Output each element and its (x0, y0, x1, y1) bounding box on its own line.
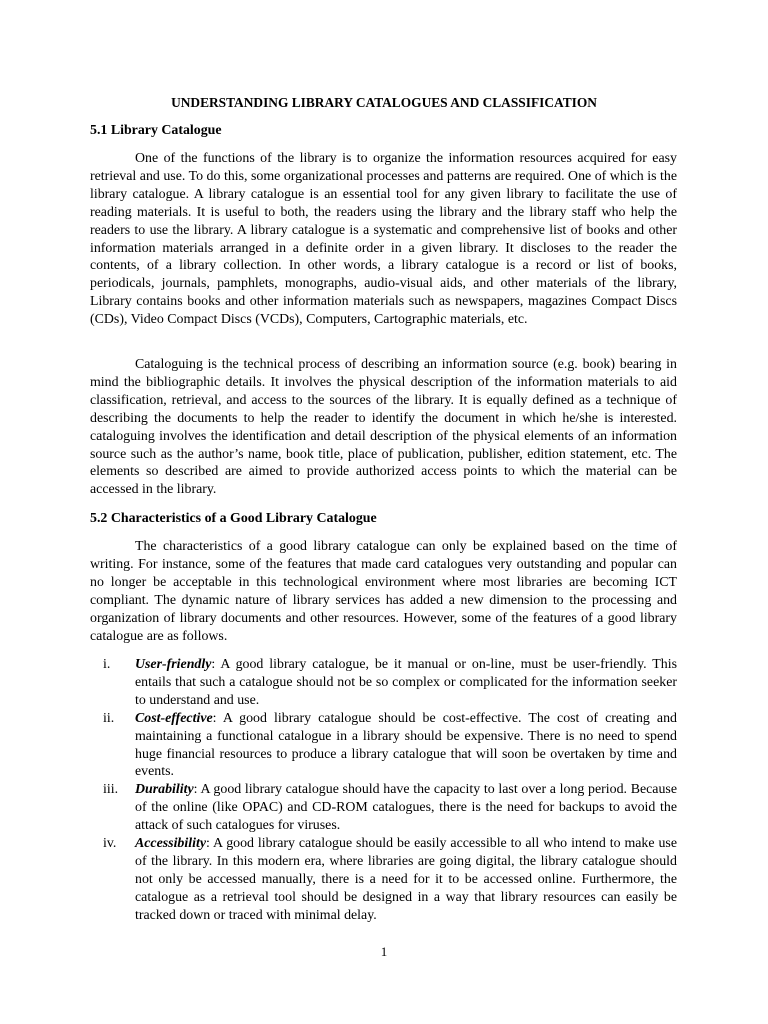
characteristics-list (90, 656, 677, 925)
list-item-term: User-friendly (135, 657, 212, 672)
list-item-term: Accessibility (135, 836, 206, 852)
list-item-number: iii. (103, 782, 119, 798)
list-item-term: Cost-effective (135, 710, 213, 726)
list-item-text: : A good library catalogue should have the capacity to last over a long period. Because of the online (like OPAC) and CD-ROM catalogues, there is the need for backups to avoid the attack of such catalogues for viruses. (135, 782, 677, 834)
page-number: 1 (380, 944, 388, 959)
list-item-number: i. (103, 657, 111, 672)
list-item-text: : A good library catalogue, be it manual or on-line, must be user-friendly. This entails that such a catalogue should not be so complex or complicated for the information seeker to understand and use. (135, 657, 677, 708)
list-item-number: iv. (103, 836, 117, 852)
section-heading-5-1: 5.1 Library Catalogue (90, 123, 222, 138)
list-item (90, 781, 677, 835)
section-heading-5-2: 5.2 Characteristics of a Good Library Catalogue (90, 511, 377, 526)
document-title: UNDERSTANDING LIBRARY CATALOGUES AND CLASSIFICATION (171, 95, 597, 110)
list-item (90, 835, 677, 925)
list-item-number: ii. (103, 710, 115, 726)
list-item-text: : A good library catalogue should be easily accessible to all who intend to make use of the library. In this modern era, where libraries are going digital, the library catalogue should not only be accessed manually, there is a need for it to be accessed online. Furthermore, the catalogue as a retrieval tool should be designed in a way that library resources can easily be tracked down or traced with minimal delay. (135, 836, 677, 923)
list-item (90, 710, 677, 782)
paragraph-cataloguing: Cataloguing is the technical process of describing an information source (e.g. book) bearing in mind the bibliographic details. It involves the physical description of the information materials to aid classification, retrieval, and access to the sources of the library. It is equally defined as a technique of describing the documents to help the reader to identify the document in which he/she is interested. cataloguing involves the identification and detail description of the physical elements of an information source such as the author’s name, book title, place of publication, publisher, edition statement, etc. The elements so described are aimed to provide authorized access points to which the material can be accessed in the library. (90, 357, 677, 498)
list-item (90, 656, 677, 710)
list-item-text: : A good library catalogue should be cost-effective. The cost of creating and maintaining a functional catalogue in a library should be expensive. There is no need to spend huge financial resources to produce a library catalogue that will soon be overtaken by time and events. (135, 710, 677, 780)
list-item-term: Durability (135, 782, 194, 798)
paragraph-characteristics: The characteristics of a good library catalogue can only be explained based on the time of writing. For instance, some of the features that made card catalogues very outstanding and popular can no longer be acceptable in this technological environment where most libraries are becoming ICT compliant. The dynamic nature of library services has added a new dimension to the processing and organization of library documents and other resources. However, some of the features of a good library catalogue are as follows. (90, 539, 677, 644)
paragraph-library-catalogue: One of the functions of the library is to organize the information resources acquired for easy retrieval and use. To do this, some organizational processes and patterns are required. One of which is the library catalogue. A library catalogue is an essential tool for any given library to facilitate the use of reading materials. It is useful to both, the readers using the library and the library staff who help the readers to use the library. A library catalogue is a systematic and comprehensive list of books and other information materials arranged in a definite order in a given library. It discloses to the reader the contents, of a library collection. In other words, a library catalogue is a record or list of books, periodicals, journals, pamphlets, monographs, audio-visual aids, and other materials of the library, Library contains books and other information materials such as newspapers, magazines Compact Discs (CDs), Video Compact Discs (VCDs), Computers, Cartographic materials, etc. (90, 151, 677, 328)
